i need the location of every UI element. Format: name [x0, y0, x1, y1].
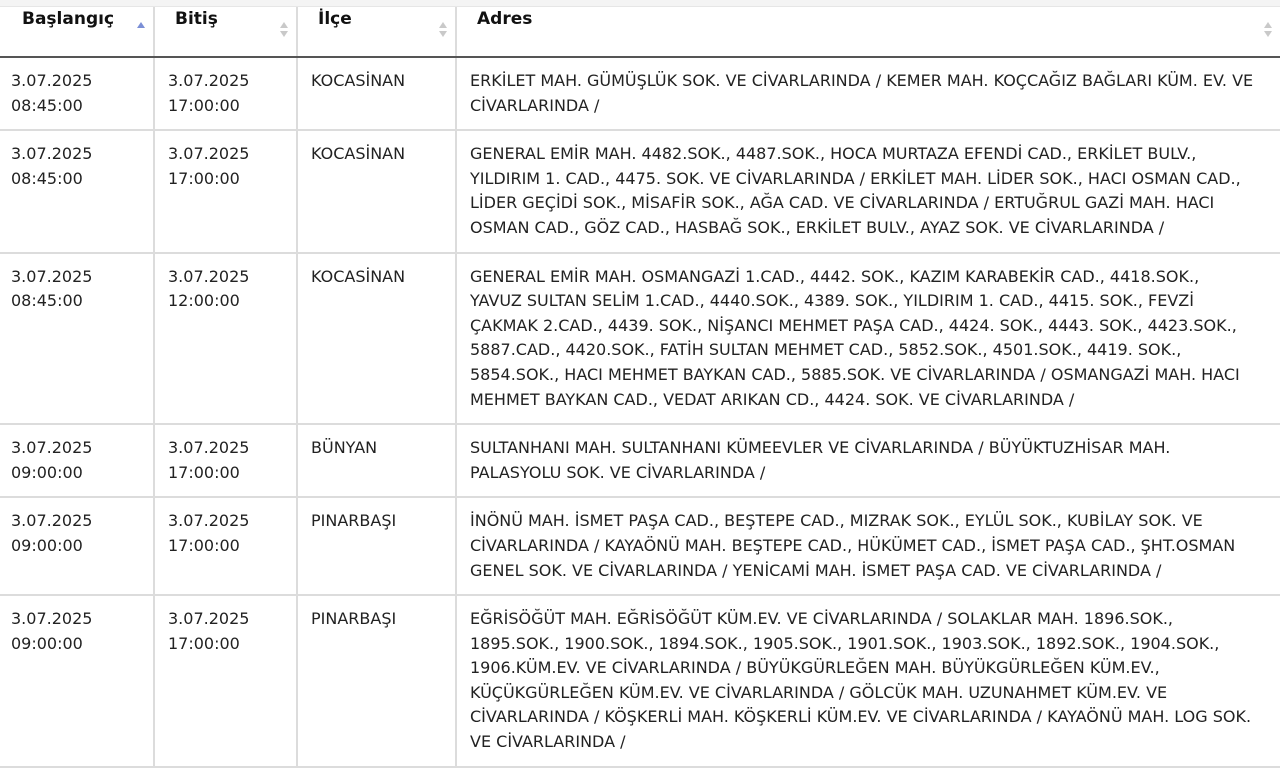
- outage-table: [0, 7, 1280, 768]
- column-header-district-label: İlçe: [318, 9, 352, 29]
- table-row: [0, 253, 1280, 425]
- address-text: ERKİLET MAH. GÜMÜŞLÜK SOK. VE CİVARLARINDA / KEMER MAH. KOÇCAĞIZ BAĞLARI KÜM. EV. VE CİVARLARINDA /: [470, 71, 1254, 115]
- start-cell: [0, 57, 154, 130]
- end-date: 3.07.2025: [168, 144, 250, 164]
- address-text: GENERAL EMİR MAH. 4482.SOK., 4487.SOK., HOCA MURTAZA EFENDİ CAD., ERKİLET BULV., YILDIRIM 1. CAD., 4475. SOK. VE CİVARLARINDA / ERKİLET MAH. LİDER SOK., HACI OSMAN CAD., LİDER GEÇİDİ SOK., MİSAFİR SOK., AĞA CAD. VE CİVARLARINDA / ERTUĞRUL GAZİ MAH. HACI OSMAN CAD., GÖZ CAD., HASBAĞ SOK., ERKİLET BULV., AYAZ SOK. VE CİVARLARINDA /: [470, 144, 1241, 237]
- district-cell: [297, 424, 456, 497]
- end-date: 3.07.2025: [168, 71, 250, 90]
- address-cell: [456, 424, 1280, 497]
- table-top-border: [0, 0, 1280, 7]
- address-cell: [456, 253, 1280, 425]
- end-cell: [154, 57, 297, 130]
- table-row: [0, 57, 1280, 130]
- start-time: 08:45:00: [11, 291, 83, 311]
- address-cell: [456, 130, 1280, 252]
- district-cell: [297, 130, 456, 252]
- district-cell: [297, 595, 456, 767]
- address-cell: [456, 497, 1280, 595]
- start-date: 3.07.2025: [11, 266, 93, 286]
- address-text: EĞRİSÖĞÜT MAH. EĞRİSÖĞÜT KÜM.EV. VE CİVARLARINDA / SOLAKLAR MAH. 1896.SOK., 1895.SOK., 1900.SOK., 1894.SOK., 1905.SOK., 1901.SOK., 1903.SOK., 1892.SOK., 1904.SOK., 1906.KÜM.EV. VE CİVARLARINDA / BÜYÜKGÜRLEĞEN MAH. BÜYÜKGÜRLEĞEN KÜM.EV., KÜÇÜKGÜRLEĞEN KÜM.EV. VE CİVARLARINDA / GÖLCÜK MAH. UZUNAHMET KÜM.EV. VE CİVARLARINDA / KÖŞKERLİ MAH. KÖŞKERLİ KÜM.EV. VE CİVARLARINDA / KAYAÖNÜ MAH. LOG SOK. VE CİVARLARINDA /: [470, 609, 1252, 752]
- end-time: 17:00:00: [168, 462, 240, 482]
- table-row: [0, 595, 1280, 767]
- district-name: KOCASİNAN: [311, 266, 406, 286]
- sort-ascending-icon[interactable]: [137, 22, 145, 38]
- district-cell: [297, 497, 456, 595]
- column-header-address-label: Adres: [477, 9, 533, 29]
- column-header-start-label: Başlangıç: [22, 9, 115, 29]
- end-time: 17:00:00: [168, 633, 240, 653]
- start-date: 3.07.2025: [11, 71, 93, 90]
- end-time: 17:00:00: [168, 95, 240, 115]
- start-cell: [0, 595, 154, 767]
- end-cell: [154, 424, 297, 497]
- end-time: 17:00:00: [168, 535, 240, 555]
- address-cell: [456, 57, 1280, 130]
- table-row: [0, 424, 1280, 497]
- district-name: PINARBAŞI: [311, 511, 397, 531]
- column-header-end[interactable]: [154, 7, 297, 57]
- district-name: KOCASİNAN: [311, 71, 406, 90]
- column-header-start[interactable]: [0, 7, 154, 57]
- start-time: 09:00:00: [11, 462, 83, 482]
- end-date: 3.07.2025: [168, 511, 250, 531]
- start-cell: [0, 253, 154, 425]
- start-date: 3.07.2025: [11, 609, 93, 629]
- end-cell: [154, 595, 297, 767]
- start-date: 3.07.2025: [11, 511, 93, 531]
- end-date: 3.07.2025: [168, 438, 250, 458]
- start-time: 09:00:00: [11, 535, 83, 555]
- address-text: GENERAL EMİR MAH. OSMANGAZİ 1.CAD., 4442. SOK., KAZIM KARABEKİR CAD., 4418.SOK., YAVUZ SULTAN SELİM 1.CAD., 4440.SOK., 4389. SOK., YILDIRIM 1. CAD., 4415. SOK., FEVZİ ÇAKMAK 2.CAD., 4439. SOK., NİŞANCI MEHMET PAŞA CAD., 4424. SOK., 4443. SOK., 4423.SOK., 5887.CAD., 4420.SOK., FATİH SULTAN MEHMET CAD., 5852.SOK., 4501.SOK., 4419. SOK., 5854.SOK., HACI MEHMET BAYKAN CAD., 5885.SOK. VE CİVARLARINDA / OSMANGAZİ MAH. HACI MEHMET BAYKAN CAD., VEDAT ARIKAN CD., 4424. SOK. VE CİVARLARINDA /: [470, 266, 1240, 409]
- sort-icon[interactable]: [439, 22, 447, 38]
- column-header-district[interactable]: [297, 7, 456, 57]
- district-cell: [297, 57, 456, 130]
- sort-icon[interactable]: [280, 22, 288, 38]
- column-header-end-label: Bitiş: [175, 9, 218, 29]
- end-cell: [154, 130, 297, 252]
- address-text: İNÖNÜ MAH. İSMET PAŞA CAD., BEŞTEPE CAD., MIZRAK SOK., EYLÜL SOK., KUBİLAY SOK. VE CİVARLARINDA / KAYAÖNÜ MAH. BEŞTEPE CAD., HÜKÜMET CAD., İSMET PAŞA CAD., ŞHT.OSMAN GENEL SOK. VE CİVARLARINDA / YENİCAMİ MAH. İSMET PAŞA CAD. VE CİVARLARINDA /: [470, 511, 1236, 580]
- table-row: [0, 497, 1280, 595]
- table-row: [0, 130, 1280, 252]
- table-header-row: [0, 7, 1280, 57]
- end-cell: [154, 253, 297, 425]
- start-time: 09:00:00: [11, 633, 83, 653]
- address-text: SULTANHANI MAH. SULTANHANI KÜMEEVLER VE CİVARLARINDA / BÜYÜKTUZHİSAR MAH. PALASYOLU SOK. VE CİVARLARINDA /: [470, 438, 1171, 482]
- address-cell: [456, 595, 1280, 767]
- start-cell: [0, 130, 154, 252]
- district-cell: [297, 253, 456, 425]
- start-time: 08:45:00: [11, 168, 83, 188]
- district-name: BÜNYAN: [311, 438, 378, 458]
- column-header-address[interactable]: [456, 7, 1280, 57]
- end-time: 17:00:00: [168, 168, 240, 188]
- district-name: PINARBAŞI: [311, 609, 397, 629]
- end-time: 12:00:00: [168, 291, 240, 311]
- end-date: 3.07.2025: [168, 609, 250, 629]
- start-cell: [0, 424, 154, 497]
- sort-icon[interactable]: [1264, 22, 1272, 38]
- end-cell: [154, 497, 297, 595]
- start-cell: [0, 497, 154, 595]
- start-date: 3.07.2025: [11, 144, 93, 164]
- start-date: 3.07.2025: [11, 438, 93, 458]
- end-date: 3.07.2025: [168, 266, 250, 286]
- district-name: KOCASİNAN: [311, 144, 406, 164]
- start-time: 08:45:00: [11, 95, 83, 115]
